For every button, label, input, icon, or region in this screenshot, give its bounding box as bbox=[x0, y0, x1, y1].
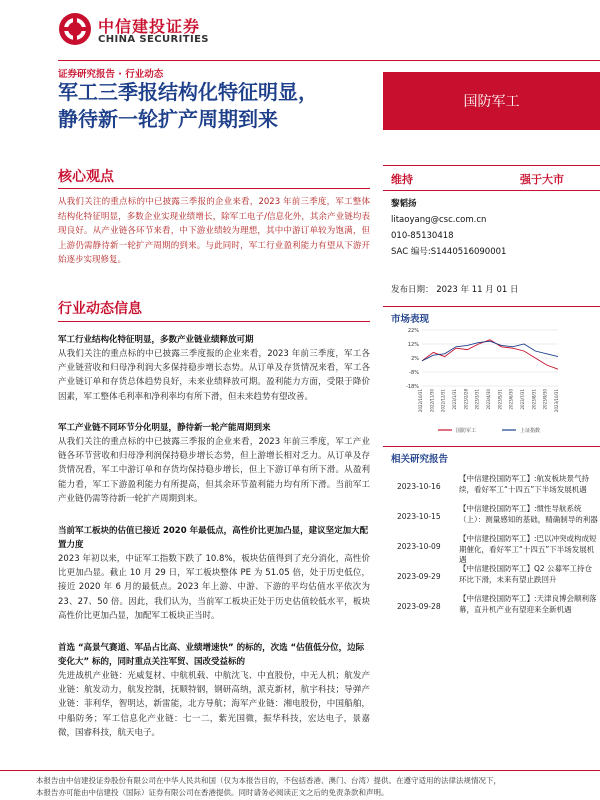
company-logo-mark bbox=[58, 12, 92, 46]
chart-x-tick: 2022/10/31 bbox=[418, 389, 423, 413]
core-divider bbox=[58, 188, 370, 189]
chart-x-tick: 2022/11/30 bbox=[429, 389, 435, 413]
chart-x-tick: 2023/10/31 bbox=[554, 389, 559, 413]
chart-x-tick: 2023/4/30 bbox=[486, 389, 491, 410]
related-date: 2023-10-16 bbox=[397, 482, 441, 491]
news-body: 从我们关注的重点标的中已披露三季度报的企业来看，2023 年前三季度，军工各产业链营收和归母净利润大多保持稳步增长态势。从订单及存货情况来看，军工各产业链订单和存货总体趋势良好，未来业绩释放可期。盈利能力方面，受限于降价因素，军工整体毛利率和净利率均有所下滑，但未来趋势有望改善。 bbox=[58, 349, 370, 402]
related-list bbox=[383, 474, 600, 624]
news-body: 2023 年初以来，中证军工指数下跌了 10.8%，板块估值得到了充分消化，高性价比更加凸显。截止 10 月 29 日，军工板块整体 PE 为 51.05 倍，处于历史低位，接近 2020 年 6 月的最低点。2023 年上游、中游、下游的平均估值水平依次为 23、27、50 倍。因此，我们认为，当前军工板块正处于历史估值较低水平，板块高性价比更加凸显，加配军工板块正当时。 bbox=[58, 554, 370, 621]
industry-label: 国防军工 bbox=[383, 72, 600, 130]
chart-x-tick: 2023/8/31 bbox=[531, 389, 537, 410]
disclaimer-line-2: 本报告亦可能由中信建投（国际）证券有限公司在香港提供。同时请务必阅读正文之后的免责条款和声明。 bbox=[36, 788, 389, 797]
related-item[interactable] bbox=[383, 534, 600, 562]
report-title-line-2: 静待新一轮扩产周期到来 bbox=[58, 107, 278, 131]
analyst-sac: SAC 编号:S1440516090001 bbox=[391, 247, 507, 257]
analyst-phone: 010-85130418 bbox=[391, 231, 454, 241]
news-block bbox=[58, 421, 370, 506]
chart-x-tick: 2023/1/31 bbox=[452, 389, 457, 410]
chart-legend-label: 国防军工 bbox=[456, 428, 477, 434]
news-title: 当前军工板块的估值已接近 2020 年最低点，高性价比更加凸显，建议坚定加大配置力度 bbox=[58, 526, 369, 550]
chart-x-tick: 2022/12/31 bbox=[440, 389, 446, 413]
chart-y-tick: -8% bbox=[409, 370, 419, 376]
rating-label: 维持 bbox=[391, 173, 413, 186]
chart-x-tick: 2023/6/30 bbox=[508, 389, 514, 410]
footer-divider bbox=[0, 770, 600, 771]
disclaimer bbox=[36, 775, 600, 799]
news-heading: 行业动态信息 bbox=[58, 301, 142, 317]
chart-x-tick: 2023/9/30 bbox=[542, 389, 548, 410]
chart-legend-label: 上证指数 bbox=[520, 428, 541, 434]
analyst-info bbox=[391, 196, 591, 260]
related-item[interactable] bbox=[383, 504, 600, 532]
report-title bbox=[58, 79, 378, 133]
analyst-name: 黎韬扬 bbox=[391, 199, 417, 209]
chart-y-tick: 22% bbox=[407, 328, 419, 334]
logo-name-cn: 中信建投证券 bbox=[98, 17, 201, 36]
news-title: 军工产业链不同环节分化明显，静待新一轮产能周期到来 bbox=[58, 423, 271, 433]
company-logo bbox=[58, 12, 248, 48]
related-title[interactable]: 【中信建投国防军工】Q2 公募军工持仓环比下滑，未来有望止跌回升 bbox=[459, 564, 593, 584]
related-item[interactable] bbox=[383, 594, 600, 622]
core-summary: 从我们关注的重点标的中已披露三季报的企业来看，2023 年前三季度，军工整体结构化特征明显，多数企业实现业绩增长，除军工电子/信息化外，其余产业链均表现良好。从产业链各环节来看，中下游业绩较为理想，其中中游订单较为饱满，但上游仍需静待新一轮扩产周期的到来。与此同时，军工行业盈利能力有望从下游开始逐步实现修复。 bbox=[58, 197, 370, 265]
rating-value: 强于大市 bbox=[520, 173, 564, 186]
report-title-line-1: 军工三季报结构化特征明显， bbox=[58, 80, 318, 104]
analyst-email: litaoyang@csc.com.cn bbox=[391, 215, 487, 225]
rating-bar bbox=[383, 165, 600, 191]
core-heading: 核心观点 bbox=[58, 169, 114, 185]
chart-x-tick: 2023/3/31 bbox=[474, 389, 480, 410]
logo-name-en: CHINA SECURITIES bbox=[98, 34, 209, 45]
related-title[interactable]: 【中信建投国防军工】:天津良博会顺利落幕，直升机产业有望迎来全新机遇 bbox=[459, 594, 597, 614]
related-date: 2023-09-28 bbox=[397, 602, 441, 611]
chart-y-tick: 2% bbox=[411, 356, 419, 362]
related-date: 2023-09-29 bbox=[397, 572, 441, 581]
news-divider bbox=[58, 321, 370, 322]
chart-x-tick: 2023/2/28 bbox=[463, 389, 469, 410]
news-block bbox=[58, 333, 370, 404]
header-divider bbox=[58, 60, 600, 61]
chart-y-tick: -18% bbox=[406, 384, 419, 390]
related-heading: 相关研究报告 bbox=[391, 454, 449, 465]
news-title: 首选 “高景气赛道、军品占比高、业绩增速快” 的标的，次选 “估值低分位，边际变化大” 标的，同时重点关注军贸、国改受益标的 bbox=[58, 643, 365, 667]
news-title: 军工行业结构化特征明显，多数产业链业绩释放可期 bbox=[58, 335, 254, 345]
related-title[interactable]: 【中信建投国防军工】:惯性导航系统（上）：测量感知的基础，精确制导的利器 bbox=[459, 504, 598, 524]
chart-y-tick: 12% bbox=[407, 342, 419, 348]
related-item[interactable] bbox=[383, 474, 600, 502]
related-date: 2023-10-15 bbox=[397, 512, 441, 521]
chart-x-tick: 2023/5/31 bbox=[497, 389, 503, 410]
market-heading: 市场表现 bbox=[391, 314, 430, 325]
related-date: 2023-10-09 bbox=[397, 542, 441, 551]
news-block bbox=[58, 524, 370, 623]
publish-date: 发布日期： 2023 年 11 月 01 日 bbox=[391, 285, 519, 295]
related-title[interactable]: 【中信建投国防军工】:航发板块景气持续，看好军工“十四五”下半场发展机遇 bbox=[459, 474, 590, 494]
news-block bbox=[58, 641, 370, 740]
news-body: 从我们关注的重点标的中已披露三季报的企业来看，2023 年前三季度，军工产业链各环节营收和归母净利润保持稳步增长态势，但上游增长相对乏力。从订单及存货情况看，军工中游订单和存货均保持稳步增长，但上下游订单有所下滑。从盈利能力看，军工下游盈利能力有所提高，但其余环节盈利能力均有所下滑。当前军工产业链仍需等待新一轮扩产周期到来。 bbox=[58, 437, 370, 504]
chart-x-tick: 2023/7/31 bbox=[520, 389, 525, 410]
news-body: 先进战机产业链：光威复材、中航机载、中航沈飞、中直股份，中无人机；航发产业链：航发动力，航发控制，抚顺特钢，钢研高纳，派克新材，航宇科技；导弹产业链：菲利华，智明达，新雷能，北方导航；海军产业链：湘电股份，中国船舶，中船防务；军工信息化产业链：七一二，紫光国微，振华科技，宏达电子，景嘉微，国睿科技，航天电子。 bbox=[58, 671, 370, 738]
report-type: 证券研究报告 · 行业动态 bbox=[58, 69, 164, 80]
market-divider bbox=[383, 306, 600, 307]
related-title[interactable]: 【中信建投国防军工】:巴以冲突或构成短期催化，看好军工“十四五”下半场发展机遇 bbox=[459, 534, 597, 564]
related-divider bbox=[383, 446, 600, 447]
related-item[interactable] bbox=[383, 564, 600, 592]
market-performance-chart bbox=[388, 322, 588, 440]
disclaimer-line-1: 本报告由中信建投证券股份有限公司在中华人民共和国（仅为本报告目的，不包括香港、澳门、台湾）提供。在遵守适用的法律法规情况下， bbox=[36, 776, 501, 785]
